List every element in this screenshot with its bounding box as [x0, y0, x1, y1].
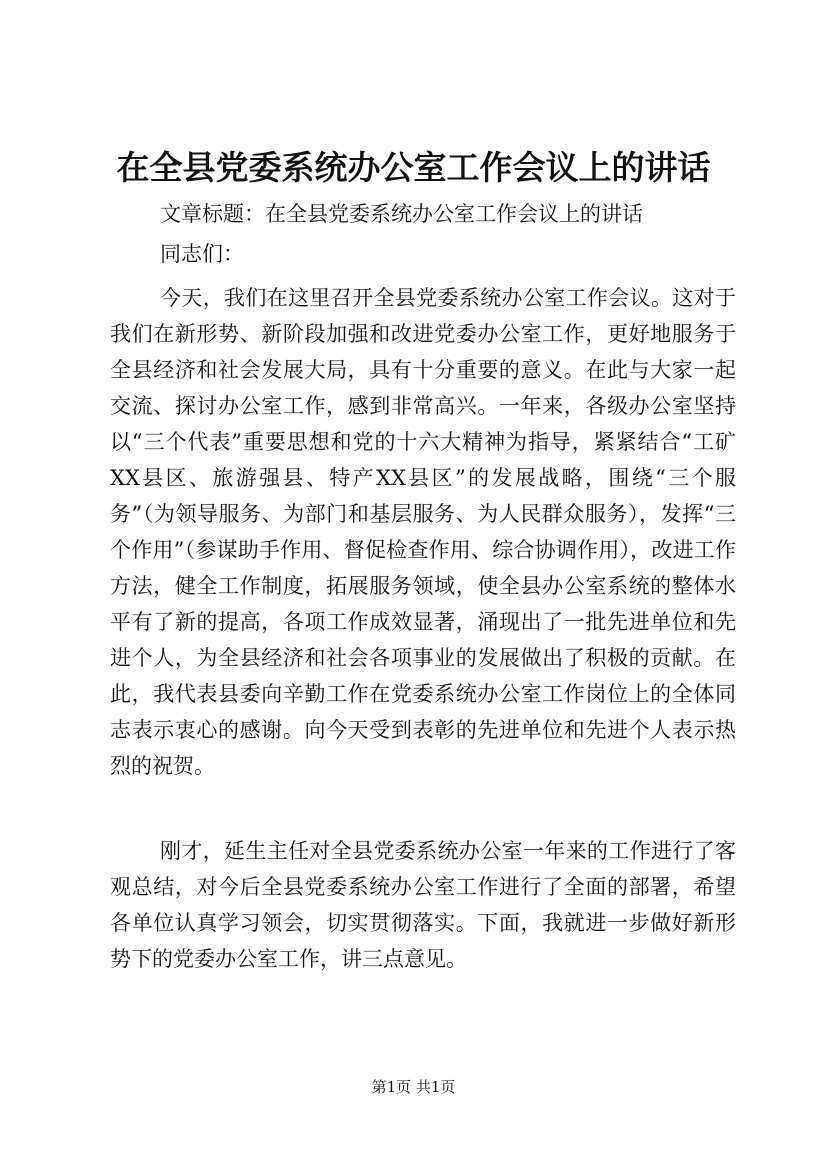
body-paragraph: 今天，我们在这里召开全县党委系统办公室工作会议。这对于我们在新形势、新阶段加强和改进党委办公室工作，更好地服务于全县经济和社会发展大局，具有十分重要的意义。在此与大家一起交流、探讨办公室工作，感到非常高兴。一年来，各级办公室坚持以“三个代表”重要思想和党的十六大精神为指导，紧紧结合“工矿XX县区、旅游强县、特产XX县区”的发展战略，围绕“三个服务”（为领导服务、为部门和基层服务、为人民群众服务），发挥“三个作用”（参谋助手作用、督促检查作用、综合协调作用），改进工作方法，健全工作制度，拓展服务领域，使全县办公室系统的整体水平有了新的提高，各项工作成效显著，涌现出了一批先进单位和先进个人，为全县经济和社会各项事业的发展做出了积极的贡献。在此，我代表县委向辛勤工作在党委系统办公室工作岗位上的全体同志表示衷心的感谢。向今天受到表彰的先进单位和先进个人表示热烈的祝贺。 — [110, 286, 736, 778]
page-footer: 第1页 共1页 — [371, 1078, 456, 1096]
salutation: 同志们： — [160, 242, 244, 266]
body-paragraph: 刚才，延生主任对全县党委系统办公室一年来的工作进行了客观总结，对今后全县党委系统办公室工作进行了全面的部署，希望各单位认真学习领会，切实贯彻落实。下面，我就进一步做好新形势下的党委办公室工作，讲三点意见。 — [110, 839, 736, 971]
document-title: 在全县党委系统办公室工作会议上的讲话 — [116, 148, 711, 187]
article-title-line: 文章标题：在全县党委系统办公室工作会议上的讲话 — [160, 202, 643, 226]
